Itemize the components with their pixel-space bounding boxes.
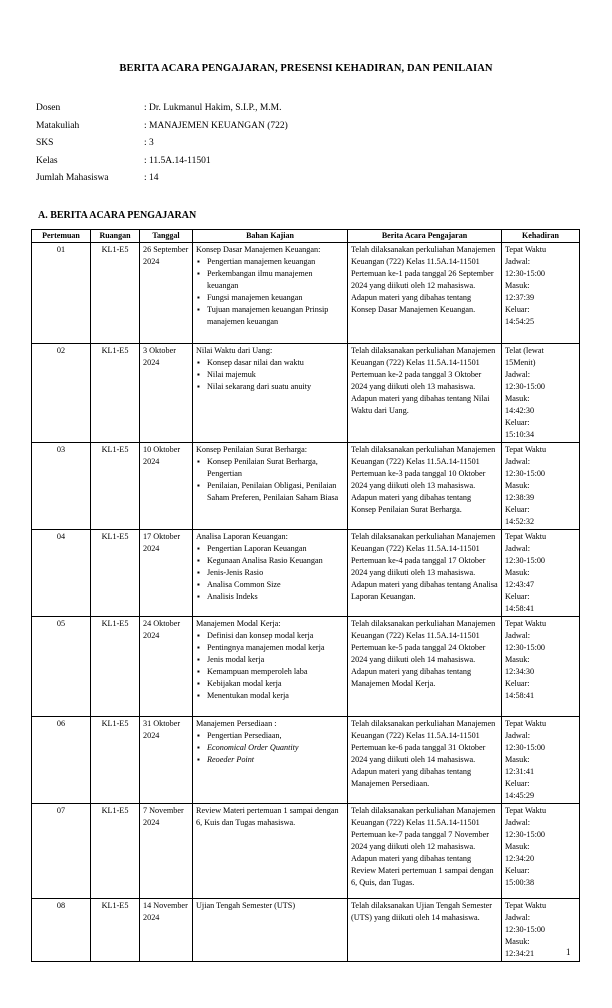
info-row	[36, 173, 288, 191]
room: KL1-E5	[91, 243, 140, 344]
topic-title: Konsep Penilaian Surat Berharga:	[196, 445, 308, 454]
table-row	[32, 717, 580, 804]
topic-item: ▪ Fungsi manajemen keuangan	[207, 292, 344, 304]
attendance-line: Telat (lewat 15Menit)	[505, 346, 544, 367]
info-value: : Dr. Lukmanul Hakim, S.I.P., M.M.	[144, 103, 282, 113]
topic-cell	[193, 617, 348, 717]
attendance-line: Keluar:	[505, 779, 530, 788]
teaching-report-table	[31, 229, 580, 962]
attendance-line: Keluar:	[505, 679, 530, 688]
meeting-number: 05	[32, 617, 91, 717]
meeting-number: 03	[32, 443, 91, 530]
meeting-number: 06	[32, 717, 91, 804]
attendance-line: Masuk:	[505, 937, 530, 946]
attendance-line: Jadwal:	[505, 370, 531, 379]
table-row	[32, 344, 580, 443]
header-topic: Bahan Kajian	[193, 230, 348, 243]
attendance-line: 12:30-15:00	[505, 830, 546, 839]
attendance-line: 14:54:25	[505, 317, 535, 326]
topic-item: ▪ Economical Order Quantity	[207, 742, 344, 754]
attendance-line: Tepat Waktu	[505, 245, 547, 254]
page-number: 1	[566, 947, 571, 957]
topic-list	[196, 357, 344, 393]
attendance-line: Jadwal:	[505, 457, 531, 466]
attendance-line: Jadwal:	[505, 544, 531, 553]
table-row	[32, 530, 580, 617]
topic-title: Manajemen Modal Kerja:	[196, 619, 281, 628]
attendance-line: 12:30-15:00	[505, 382, 546, 391]
topic-item: ▪ Kebijakan modal kerja	[207, 678, 344, 690]
topic-cell	[193, 899, 348, 962]
attendance-line: Jadwal:	[505, 913, 531, 922]
attendance-line: Tepat Waktu	[505, 619, 547, 628]
attendance-line: Masuk:	[505, 655, 530, 664]
meeting-number: 08	[32, 899, 91, 962]
attendance-line: 14:52:32	[505, 517, 535, 526]
header-meeting: Pertemuan	[32, 230, 91, 243]
topic-item: ▪ Nilai majemuk	[207, 369, 344, 381]
course-info	[36, 103, 288, 191]
topic-list	[196, 256, 344, 328]
topic-list	[196, 730, 344, 766]
attendance-line: 14:45:29	[505, 791, 535, 800]
table-row	[32, 617, 580, 717]
room: KL1-E5	[91, 443, 140, 530]
report: Telah dilaksanakan perkuliahan Manajemen Keuangan (722) Kelas 11.5A.14-11501 Pertemuan ke-5 pada tanggal 24 Oktober 2024 yang diikuti oleh 14 mahasiswa. Adapun materi yang dibahas tentang Manajemen Modal Kerja.	[348, 617, 502, 717]
topic-list	[196, 630, 344, 702]
header-room: Ruangan	[91, 230, 140, 243]
date: 10 Oktober 2024	[140, 443, 193, 530]
attendance-line: 12:30-15:00	[505, 469, 546, 478]
attendance-line: Tepat Waktu	[505, 901, 547, 910]
date: 17 Oktober 2024	[140, 530, 193, 617]
info-row	[36, 121, 288, 139]
info-row	[36, 103, 288, 121]
date: 3 Oktober 2024	[140, 344, 193, 443]
report: Telah dilaksanakan perkuliahan Manajemen Keuangan (722) Kelas 11.5A.14-11501 Pertemuan ke-1 pada tanggal 26 September 2024 yang diikuti oleh 12 mahasiswa. Adapun materi yang dibahas tentang Konsep Dasar Manajemen Keuangan.	[348, 243, 502, 344]
attendance-line: 14:58:41	[505, 691, 535, 700]
attendance-cell	[502, 344, 580, 443]
attendance-line: 12:30-15:00	[505, 269, 546, 278]
date: 14 November 2024	[140, 899, 193, 962]
info-row	[36, 138, 288, 156]
date: 7 November 2024	[140, 804, 193, 899]
attendance-line: Keluar:	[505, 305, 530, 314]
topic-item: ▪ Perkembangan ilmu manajemen keuangan	[207, 268, 344, 292]
topic-item: ▪ Pengertian Laporan Keuangan	[207, 543, 344, 555]
topic-list	[196, 456, 344, 504]
meeting-number: 01	[32, 243, 91, 344]
room: KL1-E5	[91, 804, 140, 899]
attendance-line: 12:30-15:00	[505, 643, 546, 652]
attendance-line: Masuk:	[505, 755, 530, 764]
attendance-line: Jadwal:	[505, 257, 531, 266]
topic-cell	[193, 804, 348, 899]
topic-item: ▪ Penilaian, Penilaian Obligasi, Penilaian Saham Preferen, Penilaian Saham Biasa	[207, 480, 344, 504]
attendance-line: Keluar:	[505, 505, 530, 514]
topic-cell	[193, 243, 348, 344]
topic-item: ▪ Menentukan modal kerja	[207, 690, 344, 702]
table-row	[32, 899, 580, 962]
topic-item: ▪ Konsep Penilaian Surat Berharga, Pengertian	[207, 456, 344, 480]
topic-item: ▪ Konsep dasar nilai dan waktu	[207, 357, 344, 369]
topic-item: ▪ Definisi dan konsep modal kerja	[207, 630, 344, 642]
info-label: Kelas	[36, 155, 58, 166]
report: Telah dilaksanakan perkuliahan Manajemen Keuangan (722) Kelas 11.5A.14-11501 Pertemuan ke-6 pada tanggal 31 Oktober 2024 yang diikuti oleh 14 mahasiswa. Adapun materi yang dibahas tentang Manajemen Persediaan.	[348, 717, 502, 804]
attendance-line: Masuk:	[505, 394, 530, 403]
topic-item: ▪ Analisa Common Size	[207, 579, 344, 591]
document-title: BERITA ACARA PENGAJARAN, PRESENSI KEHADIRAN, DAN PENILAIAN	[119, 63, 493, 74]
date: 31 Oktober 2024	[140, 717, 193, 804]
meeting-number: 02	[32, 344, 91, 443]
room: KL1-E5	[91, 530, 140, 617]
report: Telah dilaksanakan perkuliahan Manajemen Keuangan (722) Kelas 11.5A.14-11501 Pertemuan ke-7 pada tanggal 7 November 2024 yang diikuti oleh 12 mahasiswa. Adapun materi yang dibahas tentang Review Materi pertemuan 1 sampai dengan 6, Quis, dan Tugas.	[348, 804, 502, 899]
report: Telah dilaksanakan perkuliahan Manajemen Keuangan (722) Kelas 11.5A.14-11501 Pertemuan ke-3 pada tanggal 10 Oktober 2024 yang diikuti oleh 13 mahasiswa. Adapun materi yang dibahas tentang Konsep Penilaian Surat Berharga.	[348, 443, 502, 530]
attendance-line: Tepat Waktu	[505, 719, 547, 728]
info-label: SKS	[36, 138, 54, 148]
attendance-line: Masuk:	[505, 481, 530, 490]
attendance-cell	[502, 443, 580, 530]
attendance-line: Jadwal:	[505, 818, 531, 827]
topic-item: ▪ Tujuan manajemen keuangan Prinsip manajemen keuangan	[207, 304, 344, 328]
meeting-number: 04	[32, 530, 91, 617]
attendance-line: 15:10:34	[505, 430, 535, 439]
attendance-cell	[502, 617, 580, 717]
topic-item: ▪ Pentingnya manajemen modal kerja	[207, 642, 344, 654]
info-value: : 14	[144, 173, 159, 183]
topic-title: Manajemen Persediaan :	[196, 719, 277, 728]
section-title: A. BERITA ACARA PENGAJARAN	[38, 210, 197, 221]
room: KL1-E5	[91, 717, 140, 804]
info-value: : 3	[144, 138, 154, 148]
table-row	[32, 804, 580, 899]
attendance-line: Masuk:	[505, 568, 530, 577]
info-row	[36, 156, 288, 174]
report: Telah dilaksanakan perkuliahan Manajemen Keuangan (722) Kelas 11.5A.14-11501 Pertemuan ke-2 pada tanggal 3 Oktober 2024 yang diikuti oleh 13 mahasiswa. Adapun materi yang dibahas tentang Nilai Waktu dari Uang.	[348, 344, 502, 443]
report: Telah dilaksanakan Ujian Tengah Semester (UTS) yang diikuti oleh 14 mahasiswa.	[348, 899, 502, 962]
topic-item: ▪ Nilai sekarang dari suatu anuity	[207, 381, 344, 393]
date: 24 Oktober 2024	[140, 617, 193, 717]
info-label: Matakuliah	[36, 120, 80, 131]
table-header-row	[32, 230, 580, 243]
topic-item: ▪ Jenis modal kerja	[207, 654, 344, 666]
info-label: Jumlah Mahasiswa	[36, 173, 109, 183]
info-label: Dosen	[36, 103, 61, 113]
attendance-line: Tepat Waktu	[505, 806, 547, 815]
attendance-line: Tepat Waktu	[505, 532, 547, 541]
attendance-cell	[502, 804, 580, 899]
date: 26 September 2024	[140, 243, 193, 344]
attendance-line: 12:34:21	[505, 949, 535, 958]
room: KL1-E5	[91, 899, 140, 962]
topic-title: Ujian Tengah Semester (UTS)	[196, 901, 296, 910]
topic-cell	[193, 443, 348, 530]
attendance-line: Keluar:	[505, 592, 530, 601]
attendance-line: Keluar:	[505, 866, 530, 875]
topic-title: Konsep Dasar Manajemen Keuangan:	[196, 245, 321, 254]
attendance-line: 12:31:41	[505, 767, 535, 776]
topic-cell	[193, 530, 348, 617]
attendance-cell	[502, 243, 580, 344]
header-attendance: Kehadiran	[502, 230, 580, 243]
topic-cell	[193, 344, 348, 443]
attendance-line: 12:43:47	[505, 580, 535, 589]
topic-item: ▪ Reoeder Point	[207, 754, 344, 766]
header-report: Berita Acara Pengajaran	[348, 230, 502, 243]
room: KL1-E5	[91, 344, 140, 443]
info-value: : MANAJEMEN KEUANGAN (722)	[144, 120, 288, 131]
topic-item: ▪ Analisis Indeks	[207, 591, 344, 603]
topic-title: Analisa Laporan Keuangan:	[196, 532, 288, 541]
attendance-line: 12:38:39	[505, 493, 535, 502]
attendance-line: 12:34:30	[505, 667, 535, 676]
topic-item: ▪ Kemampuan memperoleh laba	[207, 666, 344, 678]
attendance-line: 14:42:30	[505, 406, 535, 415]
attendance-line: 12:37:39	[505, 293, 535, 302]
topic-item: ▪ Pengertian manajemen keuangan	[207, 256, 344, 268]
meeting-number: 07	[32, 804, 91, 899]
attendance-line: 12:30-15:00	[505, 925, 546, 934]
info-value: : 11.5A.14-11501	[144, 155, 211, 166]
attendance-line: Keluar:	[505, 418, 530, 427]
topic-cell	[193, 717, 348, 804]
report: Telah dilaksanakan perkuliahan Manajemen Keuangan (722) Kelas 11.5A.14-11501 Pertemuan ke-4 pada tanggal 17 Oktober 2024 yang diikuti oleh 13 mahasiswa. Adapun materi yang dibahas tentang Analisa Laporan Keuangan.	[348, 530, 502, 617]
attendance-line: Masuk:	[505, 842, 530, 851]
topic-title: Review Materi pertemuan 1 sampai dengan 6, Kuis dan Tugas mahasiswa.	[196, 806, 339, 827]
attendance-line: 14:58:41	[505, 604, 535, 613]
topic-item: ▪ Jenis-Jenis Rasio	[207, 567, 344, 579]
topic-list	[196, 543, 344, 603]
room: KL1-E5	[91, 617, 140, 717]
topic-item: ▪ Pengertian Persediaan,	[207, 730, 344, 742]
attendance-line: 15:00:38	[505, 878, 535, 887]
attendance-line: 12:34:20	[505, 854, 535, 863]
header-date: Tanggal	[140, 230, 193, 243]
topic-item: ▪ Kegunaan Analisa Rasio Keuangan	[207, 555, 344, 567]
attendance-line: Tepat Waktu	[505, 445, 547, 454]
attendance-cell	[502, 717, 580, 804]
attendance-line: Jadwal:	[505, 631, 531, 640]
attendance-line: Jadwal:	[505, 731, 531, 740]
attendance-line: 12:30-15:00	[505, 556, 546, 565]
attendance-cell	[502, 530, 580, 617]
table-row	[32, 443, 580, 530]
table-row	[32, 243, 580, 344]
attendance-line: 12:30-15:00	[505, 743, 546, 752]
attendance-line: Masuk:	[505, 281, 530, 290]
topic-title: Nilai Waktu dari Uang:	[196, 346, 273, 355]
